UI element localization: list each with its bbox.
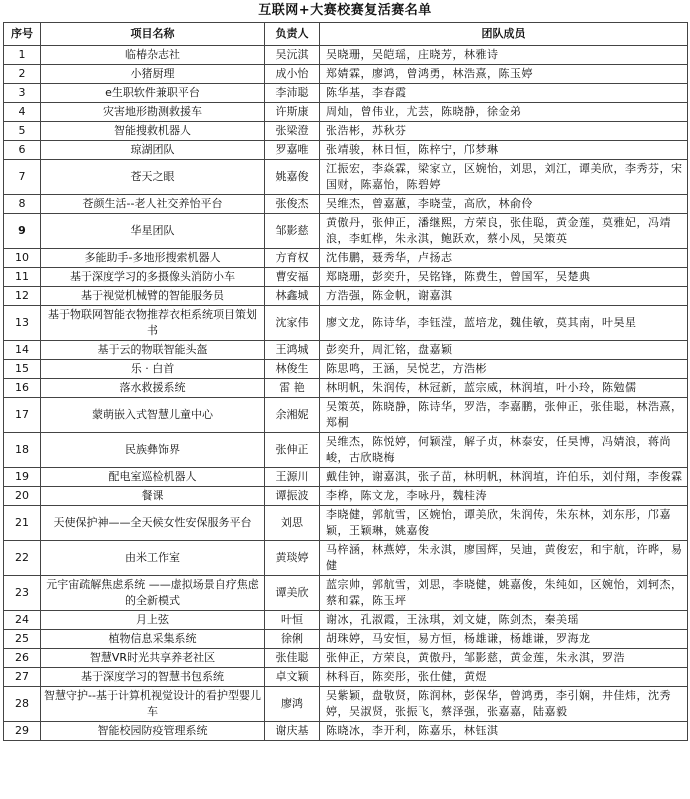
cell-members: 彭奕升，周汇铭，盘嘉颖 xyxy=(320,341,688,360)
cell-members: 郑晓珊，彭奕升，吴铭锋，陈费生，曾国军，吴楚典 xyxy=(320,268,688,287)
cell-members: 江振宏，李焱霖，梁家立，区婉怡，刘思，刘江，谭美欣，李秀芬，宋国财，陈嘉怡，陈碧婷 xyxy=(320,160,688,195)
table-row xyxy=(4,122,688,141)
cell-members: 吴策英，陈晓静，陈诗华，罗浩，李嘉鹏，张伸正，张佳聪，林浩熹，郑桐 xyxy=(320,398,688,433)
cell-leader: 张梁澄 xyxy=(265,122,320,141)
cell-members: 蓝宗帅，郭航雪，刘思，李晓健，姚嘉俊，朱纯如，区婉怡，刘轲杰，蔡和霖，陈玉坪 xyxy=(320,576,688,611)
cell-project: 苍天之眼 xyxy=(41,160,265,195)
cell-no: 5 xyxy=(4,122,41,141)
cell-leader: 廖鸿 xyxy=(265,687,320,722)
cell-no: 23 xyxy=(4,576,41,611)
cell-project: 月上弦 xyxy=(41,611,265,630)
cell-leader: 徐俐 xyxy=(265,630,320,649)
cell-leader: 王源川 xyxy=(265,468,320,487)
cell-members: 吴维杰，陈悦婷，何颖滢，解子贞，林泰安，任昊博，冯婧浪，蒋尚峻，古欣晓梅 xyxy=(320,433,688,468)
cell-members: 谢冰，孔淑霞，王泳琪，刘文婕，陈剑杰，秦美瑶 xyxy=(320,611,688,630)
table-row xyxy=(4,398,688,433)
table-row xyxy=(4,722,688,741)
cell-leader: 叶恒 xyxy=(265,611,320,630)
cell-project: 餐课 xyxy=(41,487,265,506)
cell-leader: 方育权 xyxy=(265,249,320,268)
cell-no: 15 xyxy=(4,360,41,379)
table-row xyxy=(4,487,688,506)
table-row xyxy=(4,84,688,103)
cell-project: 智慧VR时光共享养老社区 xyxy=(41,649,265,668)
cell-members: 林明帆，朱润传，林冠新，蓝宗威，林润埴，叶小玲，陈勉儒 xyxy=(320,379,688,398)
cell-members: 吴晓珊，吴皑瑶，庄晓芳，林雅诗 xyxy=(320,46,688,65)
cell-project: 基于深度学习的多摄像头消防小车 xyxy=(41,268,265,287)
cell-leader: 张伸正 xyxy=(265,433,320,468)
cell-leader: 林俊生 xyxy=(265,360,320,379)
table-row xyxy=(4,687,688,722)
cell-project: e生职软件兼职平台 xyxy=(41,84,265,103)
cell-no: 9 xyxy=(4,214,41,249)
cell-members: 陈华基，李春霞 xyxy=(320,84,688,103)
cell-members: 廖文龙，陈诗华，李钰滢，蓝培龙，魏佳敏，莫其南，叶昊星 xyxy=(320,306,688,341)
table-row xyxy=(4,195,688,214)
cell-members: 林科百，陈奕彤，张仕健，黄煜 xyxy=(320,668,688,687)
cell-no: 26 xyxy=(4,649,41,668)
cell-project: 民族彝饰界 xyxy=(41,433,265,468)
cell-members: 沈伟鹏，聂秀华，卢扬志 xyxy=(320,249,688,268)
cell-no: 21 xyxy=(4,506,41,541)
cell-project: 华星团队 xyxy=(41,214,265,249)
cell-project: 蒙萌嵌入式智慧儿童中心 xyxy=(41,398,265,433)
cell-no: 10 xyxy=(4,249,41,268)
cell-project: 临椿杂志社 xyxy=(41,46,265,65)
table-row xyxy=(4,433,688,468)
cell-project: 灾害地形勘测救援车 xyxy=(41,103,265,122)
document-title: 互联网+大赛校赛复活赛名单 xyxy=(258,3,432,18)
table-row xyxy=(4,468,688,487)
cell-project: 元宇宙疏解焦虑系统 ——虚拟场景自疗焦虑的全新模式 xyxy=(41,576,265,611)
table-row xyxy=(4,360,688,379)
cell-project: 落水救援系统 xyxy=(41,379,265,398)
cell-leader: 雷 艳 xyxy=(265,379,320,398)
cell-members: 马梓涵，林燕婷，朱永淇，廖国辉，吴迪，黄俊宏，和宇航，许晔，易健 xyxy=(320,541,688,576)
cell-no: 1 xyxy=(4,46,41,65)
cell-no: 13 xyxy=(4,306,41,341)
cell-leader: 王鸿城 xyxy=(265,341,320,360)
table-row xyxy=(4,287,688,306)
cell-leader: 许斯康 xyxy=(265,103,320,122)
table-row xyxy=(4,541,688,576)
cell-project: 由米工作室 xyxy=(41,541,265,576)
cell-project: 苍颜生活--老人社交养怡平台 xyxy=(41,195,265,214)
cell-project: 基于云的物联智能头盔 xyxy=(41,341,265,360)
cell-no: 19 xyxy=(4,468,41,487)
cell-no: 22 xyxy=(4,541,41,576)
cell-leader: 谭美欣 xyxy=(265,576,320,611)
cell-members: 黄傲丹，张伸正，潘继熙，方荣良，张佳聪，黄金莲，莫雅妃，冯靖浪，李虹桦，朱永淇，鲍跃欢，蔡小凤，吴策英 xyxy=(320,214,688,249)
table-row xyxy=(4,341,688,360)
table-row xyxy=(4,103,688,122)
header-row xyxy=(4,23,688,46)
cell-leader: 黄琰婷 xyxy=(265,541,320,576)
cell-leader: 沈家伟 xyxy=(265,306,320,341)
cell-project: 天使保护神——全天候女性安保服务平台 xyxy=(41,506,265,541)
table-row xyxy=(4,214,688,249)
table-row xyxy=(4,306,688,341)
cell-no: 3 xyxy=(4,84,41,103)
cell-leader: 成小怡 xyxy=(265,65,320,84)
table-row xyxy=(4,160,688,195)
table-row xyxy=(4,268,688,287)
cell-project: 基于视觉机械臂的智能服务员 xyxy=(41,287,265,306)
header-members: 团队成员 xyxy=(320,23,688,46)
cell-members: 张浩彬，苏秋芬 xyxy=(320,122,688,141)
cell-members: 吴紫颖，盘敬贤，陈润林，彭保华，曾鸿勇，李引娴，井佳炜，沈秀婷，吴淑贤，张振飞，蔡泽强，张嘉嘉，陆嘉毅 xyxy=(320,687,688,722)
cell-members: 吴维杰，曾嘉蕙，李晓莹，高欣，林俞伶 xyxy=(320,195,688,214)
table-row xyxy=(4,249,688,268)
cell-leader: 张俊杰 xyxy=(265,195,320,214)
cell-no: 2 xyxy=(4,65,41,84)
cell-no: 27 xyxy=(4,668,41,687)
table-row xyxy=(4,630,688,649)
cell-no: 8 xyxy=(4,195,41,214)
cell-leader: 张佳聪 xyxy=(265,649,320,668)
cell-leader: 姚嘉俊 xyxy=(265,160,320,195)
cell-project: 智能搜救机器人 xyxy=(41,122,265,141)
cell-project: 多能助手-多地形搜索机器人 xyxy=(41,249,265,268)
cell-members: 周灿，曾伟业，尤芸，陈晓静，徐金弟 xyxy=(320,103,688,122)
cell-project: 小猪厨理 xyxy=(41,65,265,84)
cell-no: 16 xyxy=(4,379,41,398)
cell-no: 4 xyxy=(4,103,41,122)
cell-members: 李桦，陈文龙，李咏丹，魏桂涛 xyxy=(320,487,688,506)
cell-no: 14 xyxy=(4,341,41,360)
cell-no: 29 xyxy=(4,722,41,741)
cell-no: 25 xyxy=(4,630,41,649)
cell-project: 乐 · 白首 xyxy=(41,360,265,379)
cell-leader: 谭振波 xyxy=(265,487,320,506)
cell-members: 陈思鸣，王涵，吴悦艺，方浩彬 xyxy=(320,360,688,379)
cell-leader: 吴沅淇 xyxy=(265,46,320,65)
cell-leader: 林鑫城 xyxy=(265,287,320,306)
cell-project: 基于物联网智能衣物推荐衣柜系统项目策划书 xyxy=(41,306,265,341)
cell-leader: 李沛聪 xyxy=(265,84,320,103)
cell-project: 植物信息采集系统 xyxy=(41,630,265,649)
cell-project: 配电室巡检机器人 xyxy=(41,468,265,487)
cell-no: 24 xyxy=(4,611,41,630)
cell-project: 智能校园防疫管理系统 xyxy=(41,722,265,741)
cell-project: 琼湖团队 xyxy=(41,141,265,160)
table-row xyxy=(4,668,688,687)
cell-no: 7 xyxy=(4,160,41,195)
cell-members: 陈晓冰，李开利，陈嘉乐，林钰淇 xyxy=(320,722,688,741)
cell-no: 6 xyxy=(4,141,41,160)
table-row xyxy=(4,379,688,398)
table-row xyxy=(4,46,688,65)
cell-leader: 余湘妮 xyxy=(265,398,320,433)
cell-members: 胡珠婷，马安恒，易方恒，杨雄谦，杨雄谦，罗海龙 xyxy=(320,630,688,649)
cell-members: 郑婧霖，廖鸿，曾鸿勇，林浩熹，陈玉婷 xyxy=(320,65,688,84)
cell-leader: 刘思 xyxy=(265,506,320,541)
cell-no: 11 xyxy=(4,268,41,287)
cell-members: 张靖骏，林日恒，陈梓宁，邝梦琳 xyxy=(320,141,688,160)
cell-members: 张伸正，方荣良，黄傲丹，邹影慈，黄金莲，朱永淇，罗浩 xyxy=(320,649,688,668)
cell-no: 12 xyxy=(4,287,41,306)
cell-members: 戴佳钟，谢嘉淇，张子苗，林明帆，林润埴，许伯乐，刘付翔，李俊霖 xyxy=(320,468,688,487)
table-row xyxy=(4,649,688,668)
header-leader: 负责人 xyxy=(265,23,320,46)
table-row xyxy=(4,65,688,84)
table-row xyxy=(4,611,688,630)
table-row xyxy=(4,506,688,541)
cell-project: 智慧守护--基于计算机视觉设计的看护型婴儿车 xyxy=(41,687,265,722)
table-body xyxy=(4,46,688,741)
header-project: 项目名称 xyxy=(41,23,265,46)
cell-leader: 曹安福 xyxy=(265,268,320,287)
cell-no: 17 xyxy=(4,398,41,433)
cell-members: 方浩强，陈金帆，谢嘉淇 xyxy=(320,287,688,306)
cell-no: 28 xyxy=(4,687,41,722)
cell-no: 20 xyxy=(4,487,41,506)
header-no: 序号 xyxy=(4,23,41,46)
table-row xyxy=(4,576,688,611)
cell-leader: 邹影慈 xyxy=(265,214,320,249)
roster-table xyxy=(3,22,688,741)
cell-leader: 罗嘉唯 xyxy=(265,141,320,160)
table-row xyxy=(4,141,688,160)
cell-no: 18 xyxy=(4,433,41,468)
cell-project: 基于深度学习的智慧书包系统 xyxy=(41,668,265,687)
cell-leader: 谢庆基 xyxy=(265,722,320,741)
cell-leader: 卓文颖 xyxy=(265,668,320,687)
cell-members: 李晓健，郭航雪，区婉怡，谭美欣，朱润传，朱东林，刘东彤，邝嘉颖，王颖琳，姚嘉俊 xyxy=(320,506,688,541)
